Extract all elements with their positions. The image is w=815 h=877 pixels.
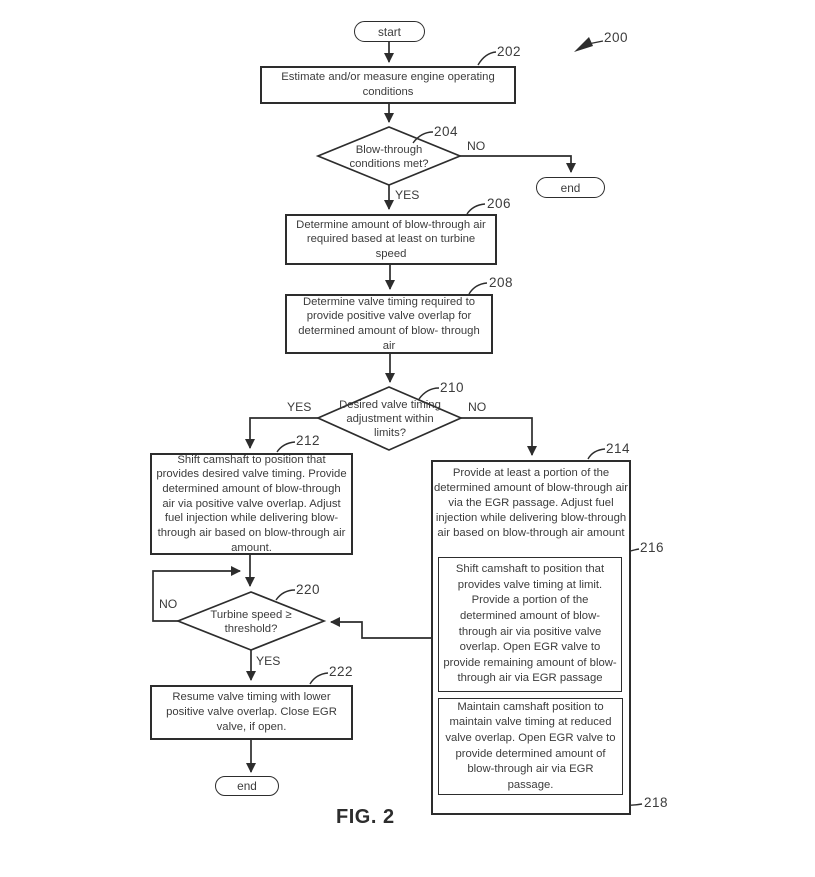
edge-label-210-no: NO bbox=[468, 400, 487, 414]
decision-210-text: Desired valve timing adjustment within limits? bbox=[339, 398, 441, 440]
ref-label-204: 204 bbox=[434, 124, 459, 139]
ref-label-212: 212 bbox=[296, 433, 321, 448]
step-214-text: Provide at least a portion of the determined amount of blow-through air via the EGR passage. Adjust fuel injection while delivering blow-through air based on blow-through air amount bbox=[433, 467, 629, 540]
end-terminal-bottom-label: end bbox=[237, 779, 257, 793]
leader-202 bbox=[478, 52, 496, 65]
step-206-text: Determine amount of blow-through air required based at least on turbine speed bbox=[296, 218, 486, 260]
ref-label-216: 216 bbox=[640, 540, 665, 555]
end-terminal-bottom bbox=[215, 776, 279, 796]
step-222-text: Resume valve timing with lower positive valve overlap. Close EGR valve, if open. bbox=[166, 691, 337, 733]
step-208-text: Determine valve timing required to provide positive valve overlap for determined amount of blow- through air bbox=[298, 295, 480, 352]
step-206-box bbox=[285, 214, 497, 265]
step-216-box bbox=[438, 557, 622, 692]
decision-204-text: Blow-through conditions met? bbox=[349, 143, 429, 170]
step-212-box bbox=[150, 453, 353, 555]
end-terminal-top-label: end bbox=[560, 180, 581, 195]
ref-label-206: 206 bbox=[487, 196, 512, 211]
leader-208 bbox=[469, 283, 487, 294]
ref-label-220: 220 bbox=[296, 582, 321, 597]
leader-206 bbox=[467, 204, 485, 214]
figure-ref-arrow-icon bbox=[574, 37, 593, 52]
step-212-text: Shift camshaft to position that provides desired valve timing. Provide determined amount of blow-through air via positive valve overlap. Adjust fuel injection while delivering blow-through air based on blow-through air amount. bbox=[156, 453, 347, 554]
step-216-text: Shift camshaft to position that provides valve timing at limit. Provide a portion of the determined amount of blow-through air via positive valve overlap. Open EGR valve to provide remaining amount of blow-through air via EGR passage bbox=[443, 563, 617, 685]
edge-210-no-to-214 bbox=[461, 418, 532, 455]
step-218-text: Maintain camshaft position to maintain valve timing at reduced valve overlap. Open EGR valve to provide determined amount of blow-through air via EGR passage. bbox=[445, 700, 616, 791]
step-202-text: Estimate and/or measure engine operating conditions bbox=[281, 71, 495, 98]
end-terminal-top bbox=[536, 177, 605, 198]
edge-label-220-yes: YES bbox=[256, 654, 281, 668]
start-terminal bbox=[354, 21, 425, 42]
step-208-box bbox=[285, 294, 493, 354]
edge-214-to-220 bbox=[331, 622, 431, 638]
edge-label-204-yes: YES bbox=[395, 188, 420, 202]
ref-label-208: 208 bbox=[489, 275, 514, 290]
step-222-box bbox=[150, 685, 353, 740]
leader-222 bbox=[310, 673, 328, 684]
leader-214 bbox=[588, 449, 605, 459]
ref-label-200: 200 bbox=[604, 30, 629, 45]
step-218-box bbox=[438, 698, 623, 795]
start-terminal-label: start bbox=[378, 24, 401, 39]
figure-caption: FIG. 2 bbox=[336, 806, 395, 828]
leader-212 bbox=[277, 442, 295, 452]
leader-220 bbox=[276, 590, 295, 600]
ref-label-210: 210 bbox=[440, 380, 465, 395]
edge-label-220-no: NO bbox=[159, 597, 178, 611]
ref-label-214: 214 bbox=[606, 441, 631, 456]
ref-label-218: 218 bbox=[644, 795, 669, 810]
decision-220-text: Turbine speed ≥ threshold? bbox=[210, 608, 292, 635]
edge-label-204-no: NO bbox=[467, 139, 486, 153]
edge-label-210-yes: YES bbox=[287, 400, 312, 414]
ref-label-222: 222 bbox=[329, 664, 354, 679]
ref-label-202: 202 bbox=[497, 44, 522, 59]
step-202-box bbox=[260, 66, 516, 104]
edge-204-no-to-end bbox=[460, 156, 571, 172]
